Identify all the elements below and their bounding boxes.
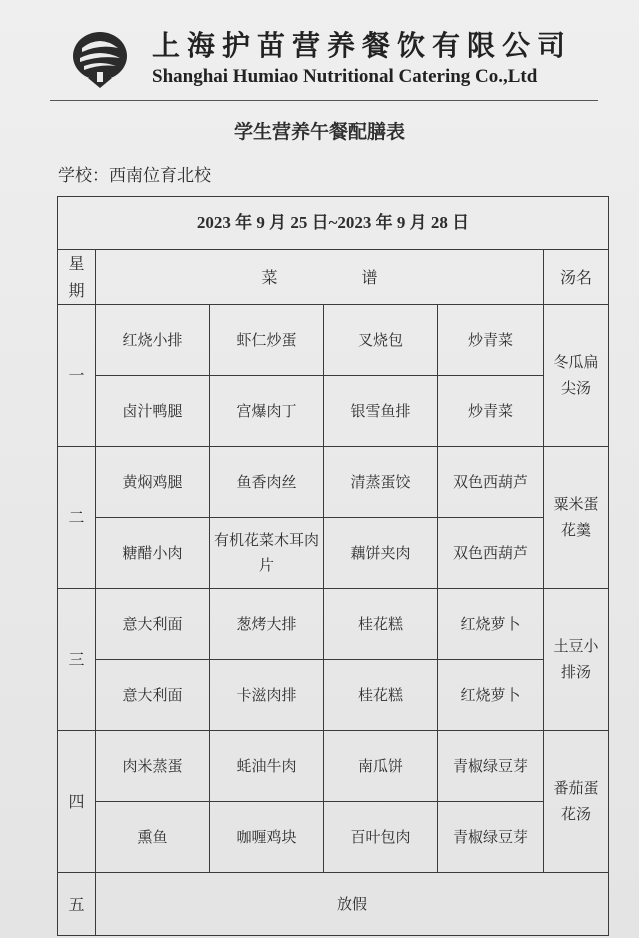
dish-cell: 青椒绿豆芽 [438,731,544,802]
table-row [58,518,609,589]
dish-cell: 叉烧包 [324,305,438,376]
weekday-cell: 五 [58,873,96,936]
soup-name-line1: 土豆小 [553,637,599,656]
weekday-cell: 二 [58,447,96,589]
soup-name-line1: 冬瓜扁 [553,353,599,372]
table-row [58,660,609,731]
dish-cell: 蚝油牛肉 [210,731,324,802]
weekday-cell: 三 [58,589,96,731]
table-row [58,305,609,376]
table-row [58,376,609,447]
dish-cell: 意大利面 [96,589,210,660]
dish-cell: 红烧萝卜 [438,660,544,731]
date-range-row [58,197,609,250]
table-row [58,873,609,936]
dish-cell: 卤汁鸭腿 [96,376,210,447]
dish-cell: 南瓜饼 [324,731,438,802]
date-range: 2023 年 9 月 25 日~2023 年 9 月 28 日 [58,197,609,250]
header-row [58,250,609,305]
table-row [58,731,609,802]
soup-cell [544,447,609,589]
dish-cell: 青椒绿豆芽 [438,802,544,873]
dish-cell: 清蒸蛋饺 [324,447,438,518]
header-divider [50,100,598,101]
dish-cell: 双色西葫芦 [438,518,544,589]
soup-name-line2: 花羹 [560,520,591,539]
dish-cell: 糖醋小肉 [96,518,210,589]
dish-cell: 百叶包肉 [324,802,438,873]
soup-header: 汤名 [544,250,609,305]
dish-cell: 意大利面 [96,660,210,731]
school-line [58,161,211,186]
soup-cell [544,305,609,447]
dish-cell: 肉米蒸蛋 [96,731,210,802]
soup-name-line2: 排汤 [560,662,591,681]
dish-cell: 宫爆肉丁 [210,376,324,447]
dish-cell: 双色西葫芦 [438,447,544,518]
dish-cell: 银雪鱼排 [324,376,438,447]
school-label: 学校： [58,166,109,186]
soup-name-line1: 番茄蛋 [553,779,599,798]
dish-cell: 有机花菜木耳肉片 [210,518,324,589]
dish-cell: 炒青菜 [438,376,544,447]
dish-cell: 藕饼夹肉 [324,518,438,589]
dish-cell: 卡滋肉排 [210,660,324,731]
menu-header [96,250,544,305]
menu-header-part1: 菜 [261,267,278,287]
weekday-cell: 一 [58,305,96,447]
soup-cell [544,731,609,873]
weekday-cell: 四 [58,731,96,873]
menu-header-part2: 谱 [361,267,378,287]
dish-cell: 红烧小排 [96,305,210,376]
soup-name-line2: 花汤 [560,804,591,823]
soup-name-line1: 粟米蛋 [553,495,599,514]
dish-cell: 鱼香肉丝 [210,447,324,518]
weekday-header: 星期 [58,250,96,305]
dish-cell: 炒青菜 [438,305,544,376]
dish-cell: 葱烤大排 [210,589,324,660]
soup-cell [544,589,609,731]
dish-cell: 熏鱼 [96,802,210,873]
dish-cell: 虾仁炒蛋 [210,305,324,376]
lunch-menu-table [57,196,609,936]
table-row [58,802,609,873]
holiday-cell: 放假 [96,873,609,936]
school-name: 西南位育北校 [109,166,211,186]
dish-cell: 黄焖鸡腿 [96,447,210,518]
dish-cell: 桂花糕 [324,660,438,731]
dish-cell: 咖喱鸡块 [210,802,324,873]
document-title: 学生营养午餐配膳表 [233,121,405,143]
dish-cell: 桂花糕 [324,589,438,660]
company-logo-icon [70,28,130,90]
soup-name-line2: 尖汤 [560,378,591,397]
company-name-cn: 上海护苗营养餐饮有限公司 [152,29,573,62]
company-name-en: Shanghai Humiao Nutritional Catering Co.,Ltd [152,66,538,87]
dish-cell: 红烧萝卜 [438,589,544,660]
table-row [58,589,609,660]
table-row [58,447,609,518]
